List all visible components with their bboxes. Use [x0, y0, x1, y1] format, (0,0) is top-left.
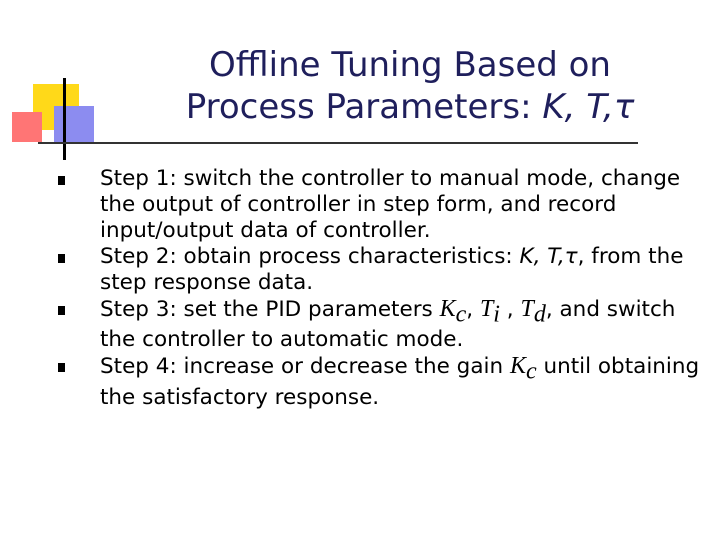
bullet-step-4	[58, 353, 708, 410]
title-underline	[38, 142, 638, 144]
td-symbol: T	[520, 296, 534, 322]
separator: ,	[499, 297, 521, 322]
square-bullet-icon	[58, 254, 65, 263]
ti-subscript: i	[493, 301, 500, 328]
kc-subscript: c	[455, 301, 467, 328]
td-subscript: d	[533, 301, 546, 328]
bullet-text-prefix: Step 2: obtain process characteristics:	[100, 244, 520, 269]
square-bullet-icon	[58, 363, 65, 372]
blue-square-decoration	[54, 106, 94, 142]
bullet-text-prefix: Step 4: increase or decrease the gain	[100, 354, 510, 380]
bullet-text-prefix: Step 3: set the PID parameters	[100, 297, 440, 322]
bullet-text-suffix: , from the step response data.	[100, 244, 684, 295]
separator: ,	[466, 297, 480, 322]
bullet-step-2	[58, 244, 708, 296]
title-line-2	[130, 86, 690, 128]
process-variables: K, T,τ	[519, 244, 578, 269]
kc-symbol: K	[439, 296, 456, 322]
title-line-1: Offline Tuning Based on	[209, 45, 611, 85]
bullet-text-suffix: until obtaining the satisfactory response.	[100, 354, 700, 410]
kc-subscript: c	[525, 358, 537, 385]
title-line-2-text: Process Parameters:	[185, 87, 543, 127]
slide-title	[130, 44, 690, 128]
bullet-step-3	[58, 296, 708, 353]
square-bullet-icon	[58, 306, 65, 315]
bullet-text-suffix: , and switch the controller to automatic mode.	[100, 297, 676, 353]
bullet-step-1	[58, 166, 708, 244]
bullet-list	[58, 166, 708, 411]
title-variables: K, T,τ	[542, 87, 635, 127]
ti-symbol: T	[479, 296, 494, 322]
red-square-decoration	[12, 112, 42, 142]
kc-symbol: K	[509, 353, 526, 380]
square-bullet-icon	[58, 176, 65, 185]
vertical-rule	[63, 78, 66, 160]
bullet-text: Step 1: switch the controller to manual mode, change the output of controller in step form, and record input/output data of controller.	[100, 166, 681, 243]
